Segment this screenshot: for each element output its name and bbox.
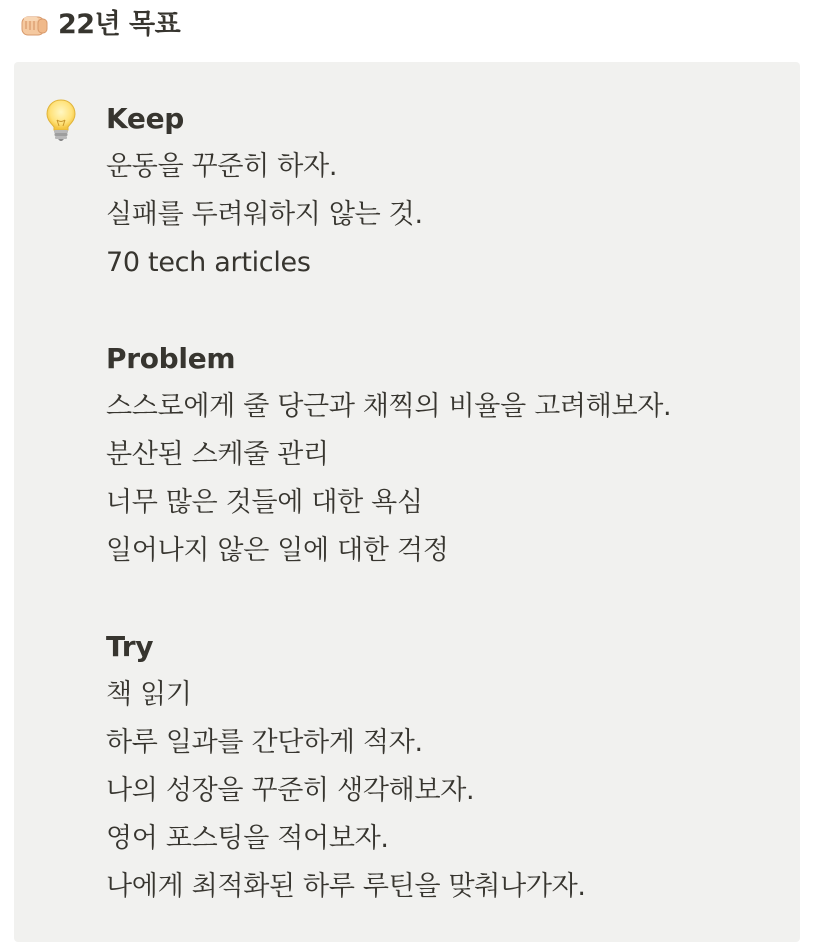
section-try	[106, 623, 786, 911]
list-item[interactable]: 책 읽기	[106, 679, 192, 710]
page-header	[18, 6, 180, 44]
list-item[interactable]: 일어나지 않은 일에 대한 걱정	[106, 535, 449, 566]
list-item[interactable]: 70 tech articles	[106, 247, 311, 278]
section-heading[interactable]: Try	[106, 630, 154, 663]
list-item[interactable]: 운동을 꾸준히 하자.	[106, 151, 338, 182]
section-heading[interactable]: Problem	[106, 342, 236, 375]
list-item[interactable]: 실패를 두려워하지 않는 것.	[106, 199, 423, 230]
list-item[interactable]: 나에게 최적화된 하루 루틴을 맞춰나가자.	[106, 871, 586, 902]
list-item[interactable]: 나의 성장을 꾸준히 생각해보자.	[106, 775, 475, 806]
callout-block[interactable]	[14, 62, 800, 942]
section-keep	[106, 95, 786, 287]
callout-content	[106, 95, 786, 911]
page-title[interactable]: 22년 목표	[58, 9, 181, 40]
list-item[interactable]: 스스로에게 줄 당근과 채찍의 비율을 고려해보자.	[106, 391, 672, 422]
lightbulb-icon[interactable]	[44, 98, 78, 142]
list-item[interactable]: 분산된 스케줄 관리	[106, 439, 329, 470]
section-problem	[106, 335, 786, 575]
fist-bump-icon[interactable]	[18, 9, 50, 41]
section-heading[interactable]: Keep	[106, 102, 185, 135]
list-item[interactable]: 하루 일과를 간단하게 적자.	[106, 727, 423, 758]
list-item[interactable]: 영어 포스팅을 적어보자.	[106, 823, 389, 854]
list-item[interactable]: 너무 많은 것들에 대한 욕심	[106, 487, 423, 518]
